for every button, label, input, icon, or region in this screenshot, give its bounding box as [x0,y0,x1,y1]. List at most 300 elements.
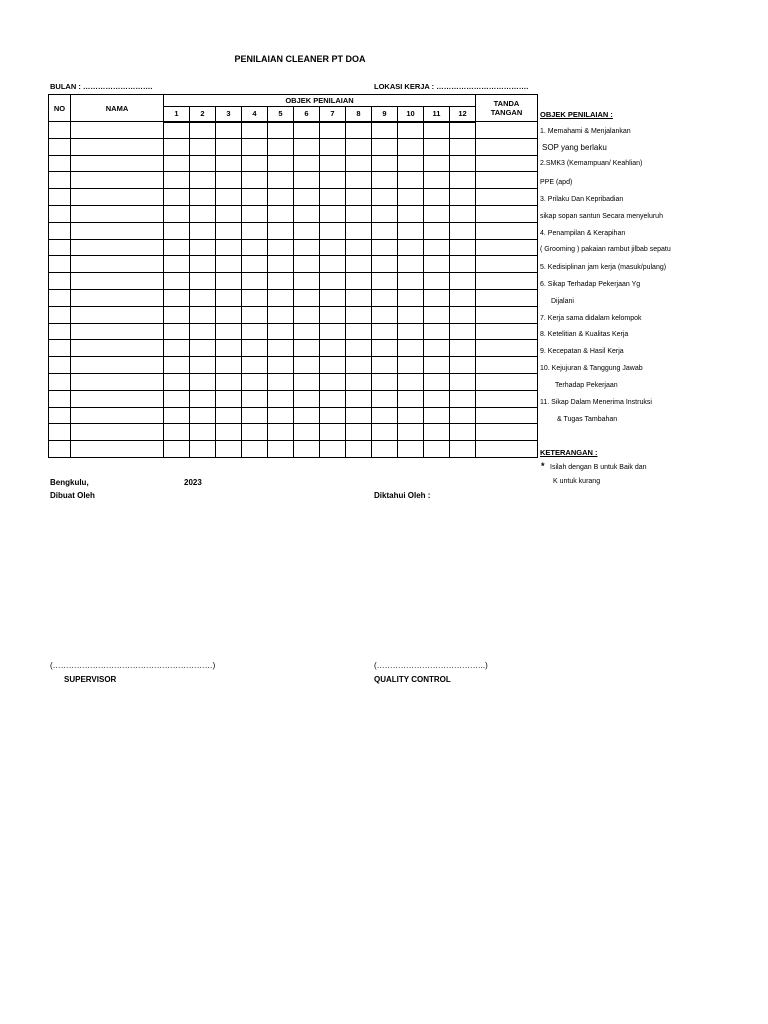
table-cell[interactable] [450,122,476,139]
table-cell[interactable] [476,357,538,374]
table-cell[interactable] [294,239,320,256]
table-cell[interactable] [268,155,294,172]
table-cell[interactable] [164,323,190,340]
table-cell[interactable] [190,340,216,357]
table-cell[interactable] [242,172,268,189]
table-cell[interactable] [294,205,320,222]
table-cell[interactable] [294,138,320,155]
table-cell[interactable] [216,189,242,206]
table-cell[interactable] [476,407,538,424]
table-cell[interactable] [49,373,71,390]
table-cell[interactable] [190,390,216,407]
table-cell[interactable] [320,239,346,256]
table-cell[interactable] [476,289,538,306]
table-cell[interactable] [71,205,164,222]
table-cell[interactable] [294,222,320,239]
table-cell[interactable] [216,239,242,256]
table-cell[interactable] [294,256,320,273]
table-cell[interactable] [372,122,398,139]
table-cell[interactable] [294,407,320,424]
table-cell[interactable] [398,172,424,189]
table-cell[interactable] [320,306,346,323]
table-cell[interactable] [398,273,424,290]
table-cell[interactable] [190,323,216,340]
table-cell[interactable] [450,256,476,273]
table-cell[interactable] [190,222,216,239]
table-cell[interactable] [372,323,398,340]
table-cell[interactable] [71,390,164,407]
table-cell[interactable] [372,340,398,357]
table-cell[interactable] [424,441,450,458]
table-cell[interactable] [71,222,164,239]
table-cell[interactable] [476,340,538,357]
table-cell[interactable] [450,205,476,222]
table-cell[interactable] [424,340,450,357]
table-cell[interactable] [190,189,216,206]
table-cell[interactable] [398,155,424,172]
table-cell[interactable] [71,323,164,340]
table-cell[interactable] [268,340,294,357]
table-cell[interactable] [346,189,372,206]
table-cell[interactable] [346,407,372,424]
table-cell[interactable] [190,172,216,189]
table-cell[interactable] [268,205,294,222]
table-cell[interactable] [216,122,242,139]
table-cell[interactable] [49,340,71,357]
table-cell[interactable] [450,189,476,206]
table-cell[interactable] [294,390,320,407]
table-cell[interactable] [71,189,164,206]
table-cell[interactable] [424,122,450,139]
table-cell[interactable] [450,222,476,239]
table-cell[interactable] [164,122,190,139]
table-cell[interactable] [398,357,424,374]
table-cell[interactable] [242,256,268,273]
table-cell[interactable] [398,189,424,206]
table-cell[interactable] [320,407,346,424]
table-cell[interactable] [164,340,190,357]
table-cell[interactable] [294,273,320,290]
table-cell[interactable] [424,306,450,323]
table-cell[interactable] [450,424,476,441]
table-cell[interactable] [424,373,450,390]
table-cell[interactable] [71,340,164,357]
table-cell[interactable] [294,189,320,206]
table-cell[interactable] [268,373,294,390]
table-cell[interactable] [346,222,372,239]
table-cell[interactable] [190,239,216,256]
table-cell[interactable] [372,289,398,306]
table-cell[interactable] [164,189,190,206]
table-cell[interactable] [424,239,450,256]
table-cell[interactable] [372,239,398,256]
table-cell[interactable] [242,273,268,290]
table-cell[interactable] [294,424,320,441]
table-cell[interactable] [49,357,71,374]
table-cell[interactable] [372,357,398,374]
table-cell[interactable] [398,138,424,155]
table-cell[interactable] [49,189,71,206]
table-cell[interactable] [242,441,268,458]
table-cell[interactable] [216,205,242,222]
table-cell[interactable] [320,189,346,206]
table-cell[interactable] [268,323,294,340]
table-cell[interactable] [320,289,346,306]
table-cell[interactable] [190,306,216,323]
table-cell[interactable] [190,122,216,139]
table-cell[interactable] [476,155,538,172]
table-cell[interactable] [49,256,71,273]
table-cell[interactable] [372,273,398,290]
table-cell[interactable] [190,424,216,441]
table-cell[interactable] [476,273,538,290]
table-cell[interactable] [450,273,476,290]
table-cell[interactable] [216,390,242,407]
table-cell[interactable] [320,172,346,189]
table-cell[interactable] [49,239,71,256]
table-cell[interactable] [294,323,320,340]
table-cell[interactable] [476,239,538,256]
table-cell[interactable] [164,289,190,306]
table-cell[interactable] [346,138,372,155]
table-cell[interactable] [242,205,268,222]
table-cell[interactable] [320,256,346,273]
table-cell[interactable] [476,172,538,189]
table-cell[interactable] [294,441,320,458]
table-cell[interactable] [450,407,476,424]
table-cell[interactable] [398,222,424,239]
table-cell[interactable] [216,222,242,239]
table-cell[interactable] [49,222,71,239]
table-cell[interactable] [216,172,242,189]
table-cell[interactable] [268,189,294,206]
table-cell[interactable] [216,155,242,172]
table-cell[interactable] [398,424,424,441]
table-cell[interactable] [346,256,372,273]
table-cell[interactable] [476,441,538,458]
table-cell[interactable] [346,273,372,290]
table-cell[interactable] [476,189,538,206]
table-cell[interactable] [476,138,538,155]
table-cell[interactable] [190,289,216,306]
table-cell[interactable] [49,323,71,340]
table-cell[interactable] [398,122,424,139]
table-cell[interactable] [242,340,268,357]
table-cell[interactable] [372,155,398,172]
table-cell[interactable] [398,323,424,340]
table-cell[interactable] [320,390,346,407]
table-cell[interactable] [268,441,294,458]
table-cell[interactable] [476,424,538,441]
table-cell[interactable] [398,407,424,424]
table-cell[interactable] [320,155,346,172]
table-cell[interactable] [476,306,538,323]
table-cell[interactable] [216,407,242,424]
table-cell[interactable] [164,424,190,441]
table-cell[interactable] [450,239,476,256]
table-cell[interactable] [424,222,450,239]
table-cell[interactable] [424,155,450,172]
table-cell[interactable] [424,424,450,441]
table-cell[interactable] [268,273,294,290]
table-cell[interactable] [190,256,216,273]
table-cell[interactable] [398,205,424,222]
table-cell[interactable] [346,155,372,172]
table-cell[interactable] [398,239,424,256]
table-cell[interactable] [268,172,294,189]
table-cell[interactable] [346,424,372,441]
table-cell[interactable] [398,289,424,306]
table-cell[interactable] [71,138,164,155]
table-cell[interactable] [294,340,320,357]
table-cell[interactable] [190,441,216,458]
table-cell[interactable] [164,357,190,374]
table-cell[interactable] [190,138,216,155]
table-cell[interactable] [294,289,320,306]
table-cell[interactable] [190,205,216,222]
table-cell[interactable] [49,407,71,424]
table-cell[interactable] [242,323,268,340]
table-cell[interactable] [190,357,216,374]
table-cell[interactable] [216,256,242,273]
table-cell[interactable] [71,256,164,273]
table-cell[interactable] [320,424,346,441]
table-cell[interactable] [398,306,424,323]
table-cell[interactable] [372,441,398,458]
table-cell[interactable] [424,172,450,189]
table-cell[interactable] [294,155,320,172]
table-cell[interactable] [424,289,450,306]
table-cell[interactable] [71,155,164,172]
table-cell[interactable] [71,357,164,374]
table-cell[interactable] [398,256,424,273]
table-cell[interactable] [71,122,164,139]
table-cell[interactable] [346,373,372,390]
table-cell[interactable] [164,373,190,390]
table-cell[interactable] [216,424,242,441]
table-cell[interactable] [242,189,268,206]
table-cell[interactable] [424,390,450,407]
table-cell[interactable] [242,289,268,306]
table-cell[interactable] [49,138,71,155]
table-cell[interactable] [346,289,372,306]
table-cell[interactable] [372,407,398,424]
table-cell[interactable] [294,357,320,374]
table-cell[interactable] [450,390,476,407]
table-cell[interactable] [476,222,538,239]
table-cell[interactable] [450,340,476,357]
table-cell[interactable] [424,407,450,424]
table-cell[interactable] [164,407,190,424]
table-cell[interactable] [216,357,242,374]
table-cell[interactable] [268,239,294,256]
table-cell[interactable] [320,323,346,340]
table-cell[interactable] [398,441,424,458]
table-cell[interactable] [346,323,372,340]
table-cell[interactable] [346,390,372,407]
table-cell[interactable] [242,357,268,374]
table-cell[interactable] [164,390,190,407]
table-cell[interactable] [71,172,164,189]
table-cell[interactable] [216,373,242,390]
table-cell[interactable] [294,306,320,323]
table-cell[interactable] [164,155,190,172]
table-cell[interactable] [424,205,450,222]
table-cell[interactable] [294,373,320,390]
table-cell[interactable] [242,222,268,239]
table-cell[interactable] [320,138,346,155]
table-cell[interactable] [398,373,424,390]
table-cell[interactable] [476,390,538,407]
table-cell[interactable] [190,155,216,172]
table-cell[interactable] [71,306,164,323]
table-cell[interactable] [424,138,450,155]
table-cell[interactable] [372,306,398,323]
table-cell[interactable] [49,390,71,407]
table-cell[interactable] [242,390,268,407]
table-cell[interactable] [450,172,476,189]
table-cell[interactable] [268,289,294,306]
table-cell[interactable] [49,424,71,441]
table-cell[interactable] [268,306,294,323]
table-cell[interactable] [71,289,164,306]
table-cell[interactable] [372,138,398,155]
table-cell[interactable] [450,138,476,155]
table-cell[interactable] [49,122,71,139]
table-cell[interactable] [268,138,294,155]
table-cell[interactable] [242,306,268,323]
table-cell[interactable] [242,424,268,441]
table-cell[interactable] [346,306,372,323]
table-cell[interactable] [346,172,372,189]
table-cell[interactable] [49,172,71,189]
table-cell[interactable] [164,138,190,155]
table-cell[interactable] [216,306,242,323]
table-cell[interactable] [372,373,398,390]
table-cell[interactable] [164,441,190,458]
table-cell[interactable] [164,239,190,256]
table-cell[interactable] [372,256,398,273]
table-cell[interactable] [450,323,476,340]
table-cell[interactable] [346,122,372,139]
table-cell[interactable] [346,205,372,222]
table-cell[interactable] [320,222,346,239]
table-cell[interactable] [190,373,216,390]
table-cell[interactable] [398,390,424,407]
table-cell[interactable] [242,407,268,424]
table-cell[interactable] [216,441,242,458]
table-cell[interactable] [320,357,346,374]
table-cell[interactable] [372,205,398,222]
table-cell[interactable] [346,441,372,458]
table-cell[interactable] [49,205,71,222]
table-cell[interactable] [476,373,538,390]
table-cell[interactable] [320,205,346,222]
table-cell[interactable] [294,122,320,139]
table-cell[interactable] [49,306,71,323]
table-cell[interactable] [424,357,450,374]
table-cell[interactable] [216,323,242,340]
table-cell[interactable] [450,289,476,306]
table-cell[interactable] [320,373,346,390]
table-cell[interactable] [242,138,268,155]
table-cell[interactable] [424,189,450,206]
table-cell[interactable] [372,222,398,239]
table-cell[interactable] [164,205,190,222]
table-cell[interactable] [424,273,450,290]
table-cell[interactable] [242,373,268,390]
table-cell[interactable] [71,441,164,458]
table-cell[interactable] [242,239,268,256]
table-cell[interactable] [346,357,372,374]
table-cell[interactable] [476,323,538,340]
table-cell[interactable] [372,172,398,189]
table-cell[interactable] [450,373,476,390]
table-cell[interactable] [242,122,268,139]
table-cell[interactable] [190,407,216,424]
table-cell[interactable] [372,424,398,441]
table-cell[interactable] [71,273,164,290]
table-cell[interactable] [268,222,294,239]
table-cell[interactable] [294,172,320,189]
table-cell[interactable] [71,373,164,390]
table-cell[interactable] [398,340,424,357]
table-cell[interactable] [216,340,242,357]
table-cell[interactable] [320,122,346,139]
table-cell[interactable] [71,407,164,424]
table-cell[interactable] [268,424,294,441]
table-cell[interactable] [346,239,372,256]
table-cell[interactable] [450,155,476,172]
table-cell[interactable] [71,424,164,441]
table-cell[interactable] [49,289,71,306]
table-cell[interactable] [164,172,190,189]
table-cell[interactable] [49,273,71,290]
table-cell[interactable] [268,407,294,424]
table-cell[interactable] [216,273,242,290]
table-cell[interactable] [242,155,268,172]
table-cell[interactable] [71,239,164,256]
table-cell[interactable] [320,273,346,290]
table-cell[interactable] [268,390,294,407]
table-cell[interactable] [476,122,538,139]
table-cell[interactable] [268,357,294,374]
table-cell[interactable] [164,256,190,273]
table-cell[interactable] [320,340,346,357]
table-cell[interactable] [216,138,242,155]
table-cell[interactable] [320,441,346,458]
table-cell[interactable] [424,323,450,340]
table-cell[interactable] [164,222,190,239]
table-cell[interactable] [372,189,398,206]
table-cell[interactable] [450,306,476,323]
table-cell[interactable] [268,122,294,139]
table-cell[interactable] [216,289,242,306]
table-cell[interactable] [476,256,538,273]
table-cell[interactable] [450,357,476,374]
table-cell[interactable] [164,306,190,323]
table-cell[interactable] [476,205,538,222]
table-cell[interactable] [346,340,372,357]
table-cell[interactable] [424,256,450,273]
table-cell[interactable] [49,441,71,458]
table-cell[interactable] [450,441,476,458]
table-cell[interactable] [49,155,71,172]
table-cell[interactable] [164,273,190,290]
table-cell[interactable] [268,256,294,273]
table-cell[interactable] [372,390,398,407]
table-cell[interactable] [190,273,216,290]
